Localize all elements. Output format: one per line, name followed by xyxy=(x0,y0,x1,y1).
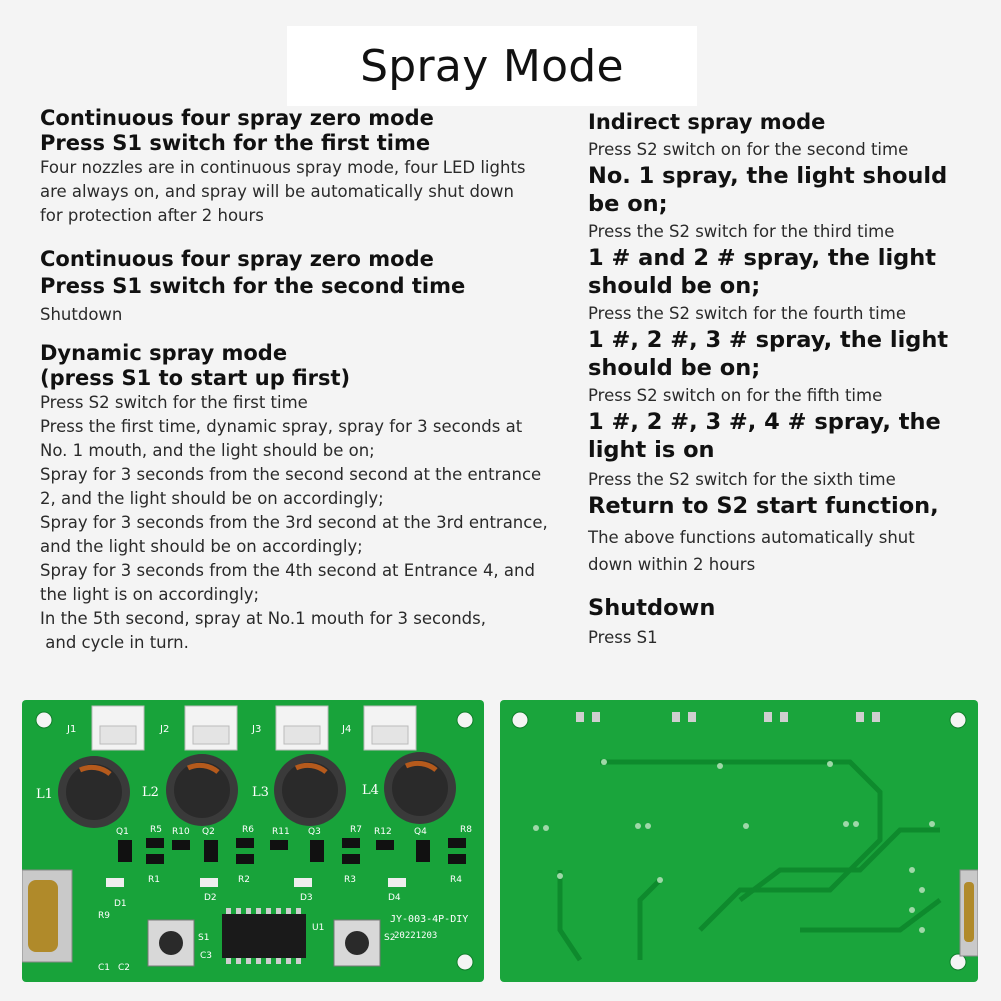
label-r9: R9 xyxy=(98,911,110,921)
label-q1: Q1 xyxy=(116,827,129,837)
page-title: Spray Mode xyxy=(360,40,624,92)
dynamic-line: Spray for 3 seconds from the 3rd second at the 3rd entrance, xyxy=(40,513,548,532)
dynamic-section xyxy=(40,341,575,655)
label-d2: D2 xyxy=(204,893,217,903)
left-column xyxy=(40,106,575,655)
switch-s1 xyxy=(148,920,194,966)
s1-second-line: Shutdown xyxy=(40,305,123,324)
dynamic-line: Spray for 3 seconds from the second second at the entrance xyxy=(40,465,542,484)
ic-u1 xyxy=(222,908,306,964)
label-j3: J3 xyxy=(252,724,262,735)
connector-j4 xyxy=(364,706,416,750)
s1-first-heading-2: Press S1 switch for the first time xyxy=(40,131,431,155)
step-result: should be on; xyxy=(588,355,761,381)
step-instruction: Press the S2 switch for the third time xyxy=(588,222,895,241)
label-r4: R4 xyxy=(450,875,462,885)
step-instruction: Press S2 switch on for the fifth time xyxy=(588,386,883,405)
s1-first-section xyxy=(40,106,575,228)
dynamic-line: and cycle in turn. xyxy=(40,633,189,652)
mount-hole xyxy=(457,712,473,728)
auto-off-line: down within 2 hours xyxy=(588,555,756,574)
label-q2: Q2 xyxy=(202,827,215,837)
step-result: 1 #, 2 #, 3 # spray, the light xyxy=(588,327,949,353)
label-u1: U1 xyxy=(312,923,325,933)
label-q3: Q3 xyxy=(308,827,321,837)
label-d1: D1 xyxy=(114,899,127,909)
label-s1: S1 xyxy=(198,933,210,943)
label-r8: R8 xyxy=(460,825,472,835)
label-c3: C3 xyxy=(200,951,213,961)
dynamic-line: Press the first time, dynamic spray, spray for 3 seconds at xyxy=(40,417,523,436)
s1-first-line: are always on, and spray will be automatically shut down xyxy=(40,182,514,201)
label-d3: D3 xyxy=(300,893,313,903)
label-r11: R11 xyxy=(272,827,290,837)
label-r6: R6 xyxy=(242,825,254,835)
label-j1: J1 xyxy=(67,724,77,735)
label-r10: R10 xyxy=(172,827,190,837)
inductor-l1 xyxy=(58,756,130,828)
step-result: No. 1 spray, the light should xyxy=(588,163,948,189)
label-r3: R3 xyxy=(344,875,356,885)
step-result: 1 # and 2 # spray, the light xyxy=(588,245,937,271)
dynamic-line: In the 5th second, spray at No.1 mouth for 3 seconds, xyxy=(40,609,486,628)
connector-j3 xyxy=(276,706,328,750)
board-date: 20221203 xyxy=(394,931,438,941)
connector-j1 xyxy=(92,706,144,750)
s1-second-heading-1: Continuous four spray zero mode xyxy=(40,247,434,271)
pcb-front-photo xyxy=(22,700,484,982)
mount-hole xyxy=(36,712,52,728)
usb-c-port xyxy=(22,870,72,962)
step-result: be on; xyxy=(588,191,668,217)
step-instruction: Press S2 switch on for the second time xyxy=(588,140,909,159)
label-j4: J4 xyxy=(342,724,352,735)
label-l3: L3 xyxy=(252,785,269,800)
dynamic-line: and the light should be on accordingly; xyxy=(40,537,363,556)
board-code: JY-003-4P-DIY xyxy=(390,914,469,925)
shutdown-heading: Shutdown xyxy=(588,595,716,621)
label-c1: C1 xyxy=(98,963,111,973)
mount-hole xyxy=(512,712,528,728)
mount-hole xyxy=(950,712,966,728)
switch-s2 xyxy=(334,920,380,966)
label-j2: J2 xyxy=(160,724,170,735)
step-result: light is on xyxy=(588,437,715,463)
s1-second-section xyxy=(40,246,575,327)
label-l2: L2 xyxy=(142,785,159,800)
label-r2: R2 xyxy=(238,875,250,885)
label-c2: C2 xyxy=(118,963,131,973)
label-l4: L4 xyxy=(362,783,379,798)
usb-c-port-back xyxy=(960,870,978,956)
dynamic-heading-1: Dynamic spray mode xyxy=(40,341,288,365)
dynamic-line: No. 1 mouth, and the light should be on; xyxy=(40,441,375,460)
label-l1: L1 xyxy=(36,787,53,802)
s1-first-line: Four nozzles are in continuous spray mode, four LED lights xyxy=(40,158,526,177)
right-column xyxy=(588,108,988,650)
label-d4: D4 xyxy=(388,893,401,903)
pcb-back-board xyxy=(500,700,978,982)
title-banner xyxy=(287,26,697,106)
label-r7: R7 xyxy=(350,825,362,835)
label-s2: S2 xyxy=(384,933,396,943)
inductor-l2 xyxy=(166,754,238,826)
dynamic-line: Spray for 3 seconds from the 4th second at Entrance 4, and xyxy=(40,561,535,580)
auto-off-line: The above functions automatically shut xyxy=(588,528,915,547)
label-r5: R5 xyxy=(150,825,162,835)
sixth-result: Return to S2 start function, xyxy=(588,493,939,519)
label-r12: R12 xyxy=(374,827,392,837)
s1-first-heading-1: Continuous four spray zero mode xyxy=(40,106,434,130)
dynamic-line: Press S2 switch for the first time xyxy=(40,393,308,412)
dynamic-line: 2, and the light should be on accordingly; xyxy=(40,489,384,508)
s1-second-heading-2: Press S1 switch for the second time xyxy=(40,274,466,298)
label-q4: Q4 xyxy=(414,827,427,837)
dynamic-heading-2: (press S1 to start up first) xyxy=(40,366,351,390)
inductor-l4 xyxy=(384,752,456,824)
indirect-heading: Indirect spray mode xyxy=(588,110,826,134)
step-instruction: Press the S2 switch for the fourth time xyxy=(588,304,906,323)
mount-hole xyxy=(457,954,473,970)
connector-j2 xyxy=(185,706,237,750)
inductor-l3 xyxy=(274,754,346,826)
step-result: 1 #, 2 #, 3 #, 4 # spray, the xyxy=(588,409,941,435)
pcb-back-photo xyxy=(500,700,978,982)
step-result: should be on; xyxy=(588,273,761,299)
label-r1: R1 xyxy=(148,875,160,885)
sixth-instruction: Press the S2 switch for the sixth time xyxy=(588,470,896,489)
dynamic-line: the light is on accordingly; xyxy=(40,585,260,604)
s1-first-line: for protection after 2 hours xyxy=(40,206,264,225)
shutdown-text: Press S1 xyxy=(588,628,658,647)
